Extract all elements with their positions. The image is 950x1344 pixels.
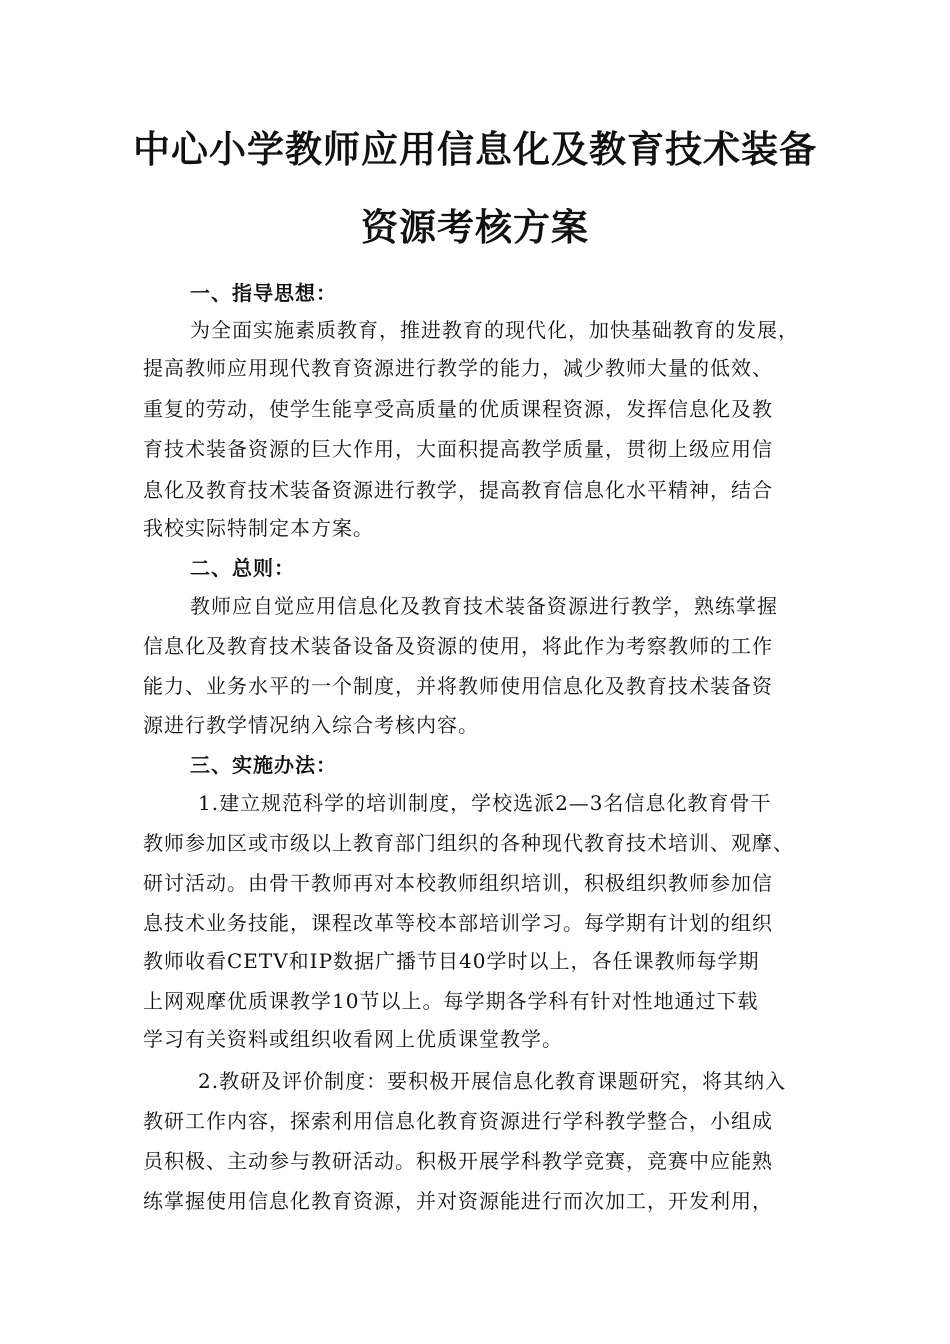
section-1-line-5: 息化及教育技术装备资源进行教学，提高教育信息化水平精神，结合	[143, 478, 773, 502]
section-3-heading: 三、实施办法：	[190, 753, 337, 777]
section-1-line-1: 为全面实施素质教育，推进教育的现代化，加快基础教育的发展，	[190, 318, 799, 342]
section-1-line-6: 我校实际特制定本方案。	[143, 516, 374, 540]
section-1-line-3: 重复的劳动，使学生能享受高质量的优质课程资源，发挥信息化及教	[143, 397, 773, 421]
document-title-line-1: 中心小学教师应用信息化及教育技术装备	[133, 128, 817, 171]
section-3-item-2-line-3: 员积极、主动参与教研活动。积极开展学科教学竞赛，竞赛中应能熟	[143, 1149, 773, 1173]
section-3-item-1-line-7: 学习有关资料或组织收看网上优质课堂教学。	[143, 1027, 563, 1051]
section-3-item-1-line-1: 1.建立规范科学的培训制度，学校选派2—3名信息化教育骨干	[198, 791, 772, 815]
section-1-heading: 一、指导思想：	[190, 281, 337, 305]
section-3-item-1-line-5: 教师收看CETV和IP数据广播节目40学时以上，各任课教师每学期	[143, 949, 760, 973]
section-3-item-2-line-1: 2.教研及评价制度：要积极开展信息化教育课题研究，将其纳入	[198, 1069, 787, 1093]
section-3-item-1-line-2: 教师参加区或市级以上教育部门组织的各种现代教育技术培训、观摩、	[143, 831, 794, 855]
section-1-line-4: 育技术装备资源的巨大作用，大面积提高教学质量，贯彻上级应用信	[143, 437, 773, 461]
section-3-item-1-line-4: 息技术业务技能，课程改革等校本部培训学习。每学期有计划的组织	[143, 911, 773, 935]
section-3-item-2-line-4: 练掌握使用信息化教育资源，并对资源能进行而次加工，开发利用，	[143, 1189, 773, 1213]
section-3-item-2-line-2: 教研工作内容，探索利用信息化教育资源进行学科教学整合，小组成	[143, 1109, 773, 1133]
document-title-line-2: 资源考核方案	[361, 206, 589, 249]
section-2-line-2: 信息化及教育技术装备设备及资源的使用，将此作为考察教师的工作	[143, 634, 773, 658]
section-1-line-2: 提高教师应用现代教育资源进行教学的能力，减少教师大量的低效、	[143, 356, 773, 380]
section-3-item-1-line-3: 研讨活动。由骨干教师再对本校教师组织培训，积极组织教师参加信	[143, 871, 773, 895]
section-2-line-4: 源进行教学情况纳入综合考核内容。	[143, 713, 479, 737]
section-2-heading: 二、总则：	[190, 556, 295, 580]
section-3-item-1-line-6: 上网观摩优质课教学10节以上。每学期各学科有针对性地通过下载	[143, 989, 759, 1013]
section-2-line-3: 能力、业务水平的一个制度，并将教师使用信息化及教育技术装备资	[143, 674, 773, 698]
section-2-line-1: 教师应自觉应用信息化及教育技术装备资源进行教学，熟练掌握	[190, 594, 778, 618]
